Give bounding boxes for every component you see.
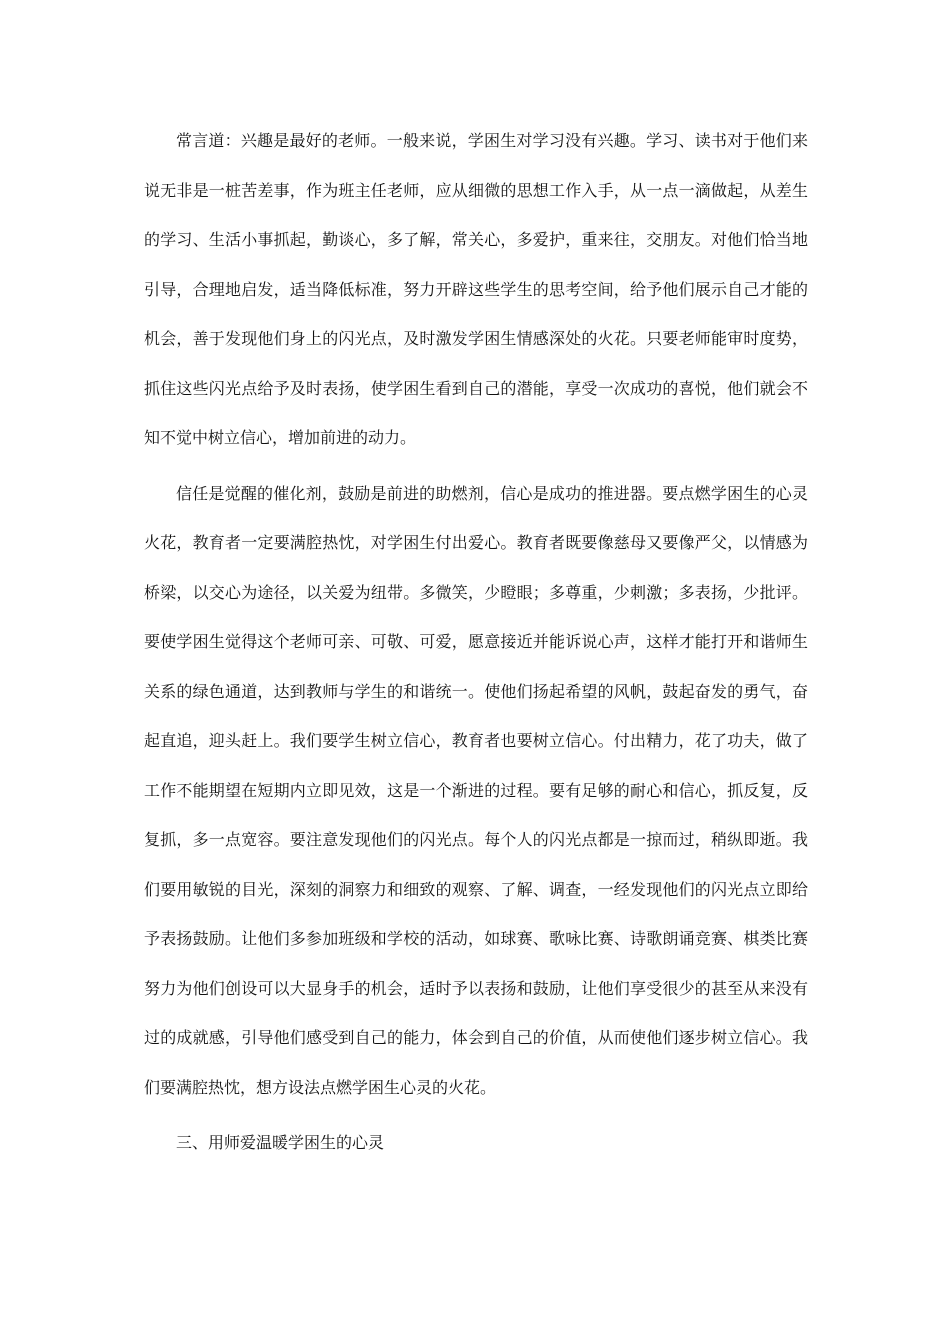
document-body [144,116,808,1168]
paragraph-interest: 常言道：兴趣是最好的老师。一般来说，学困生对学习没有兴趣。学习、读书对于他们来说无非是一桩苦差事，作为班主任老师，应从细微的思想工作入手，从一点一滴做起，从差生的学习、生活小事抓起，勤谈心，多了解，常关心，多爱护，重来往，交朋友。对他们恰当地引导，合理地启发，适当降低标准，努力开辟这些学生的思考空间，给予他们展示自己才能的机会，善于发现他们身上的闪光点，及时激发学困生情感深处的火花。只要老师能审时度势，抓住这些闪光点给予及时表扬，使学困生看到自己的潜能，享受一次成功的喜悦，他们就会不知不觉中树立信心，增加前进的动力。 [144,131,808,447]
paragraph-trust: 信任是觉醒的催化剂，鼓励是前进的助燃剂，信心是成功的推进器。要点燃学困生的心灵火花，教育者一定要满腔热忱，对学困生付出爱心。教育者既要像慈母又要像严父，以情感为桥梁，以交心为途径，以关爱为纽带。多微笑，少瞪眼；多尊重，少刺激；多表扬，少批评。要使学困生觉得这个老师可亲、可敬、可爱，愿意接近并能诉说心声，这样才能打开和谐师生关系的绿色通道，达到教师与学生的和谐统一。使他们扬起希望的风帆，鼓起奋发的勇气，奋起直追，迎头赶上。我们要学生树立信心，教育者也要树立信心。付出精力，花了功夫，做了工作不能期望在短期内立即见效，这是一个渐进的过程。要有足够的耐心和信心，抓反复，反复抓，多一点宽容。要注意发现他们的闪光点。每个人的闪光点都是一掠而过，稍纵即逝。我们要用敏锐的目光，深刻的洞察力和细致的观察、了解、调查，一经发现他们的闪光点立即给予表扬鼓励。让他们多参加班级和学校的活动，如球赛、歌咏比赛、诗歌朗诵竞赛、棋类比赛努力为他们创设可以大显身手的机会，适时予以表扬和鼓励，让他们享受很少的甚至从来没有过的成就感，引导他们感受到自己的能力，体会到自己的价值，从而使他们逐步树立信心。我们要满腔热忱，想方设法点燃学困生心灵的火花。 [144,483,808,1097]
section-heading: 三、用师爱温暖学困生的心灵 [176,1133,385,1152]
